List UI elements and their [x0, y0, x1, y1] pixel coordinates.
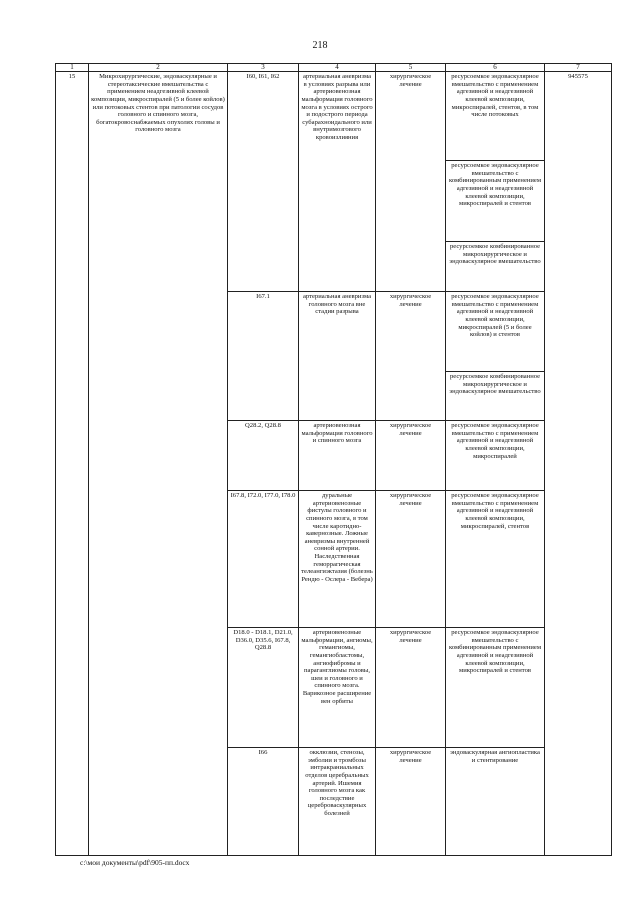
method: эндоваскулярная ангиопластика и стентирование	[446, 748, 545, 856]
table-row	[56, 72, 612, 161]
page-number: 218	[312, 40, 328, 51]
diagnosis: дуральные артериовенозные фистулы головного и спинного мозга, в том числе каротидно-кавернозные. Ложные аневризмы внутренней сонной артерии. Наследственная геморрагическая телеангиэктазия (болезнь Рендю - Ослера - Вебера)	[299, 491, 376, 628]
treatment-type: хирургическое лечение	[376, 72, 446, 292]
method: ресурсоемкое эндоваскулярное вмешательство с комбинированным применением адгезивной и неадгезивной клеевой композиции, микроспиралей и стентов	[446, 628, 545, 748]
icd-codes: I60, I61, I62	[228, 72, 299, 292]
row-number: 15	[56, 72, 89, 856]
header-cell: 3	[228, 64, 299, 72]
method: ресурсоемкое комбинированное микрохирургическое и эндоваскулярное вмешательство	[446, 242, 545, 292]
icd-codes: I67.8, I72.0, I77.0, I78.0	[228, 491, 299, 628]
header-row	[56, 64, 612, 72]
method: ресурсоемкое эндоваскулярное вмешательство с применением адгезивной и неадгезивной клеевой композиции, микроспиралей (5 и более койлов) и стентов	[446, 292, 545, 372]
method: ресурсоемкое эндоваскулярное вмешательство с комбинированным применением адгезивной и неадгезивной клеевой композиции, микроспиралей и стентов	[446, 161, 545, 242]
diagnosis: артериальная аневризма в условиях разрыва или артериовенозная мальформация головного мозга в условиях острого и подострого периода субарахноидального или внутримозгового кровоизлияния	[299, 72, 376, 292]
file-path-footer: c:\мои документы\pdf\905-пп.docx	[80, 858, 190, 867]
header-cell: 6	[446, 64, 545, 72]
treatment-type: хирургическое лечение	[376, 292, 446, 421]
header-cell: 4	[299, 64, 376, 72]
cost: 945575	[545, 72, 612, 856]
icd-codes: D18.0 - D18.1, D21.0, D36.0, D35.6, I67.8, Q28.8	[228, 628, 299, 748]
diagnosis: артериовенозные мальформации, ангиомы, гемангиомы, гемангиобластомы, ангиофибромы и параганглиомы головы, шеи и головного и спинного мозга. Варикозное расширение вен орбиты	[299, 628, 376, 748]
header-cell: 5	[376, 64, 446, 72]
header-cell: 1	[56, 64, 89, 72]
treatment-type: хирургическое лечение	[376, 628, 446, 748]
icd-codes: I67.1	[228, 292, 299, 421]
header-cell: 7	[545, 64, 612, 72]
method: ресурсоемкое эндоваскулярное вмешательство с применением адгезивной и неадгезивной клеевой композиции, микроспиралей, стентов	[446, 491, 545, 628]
icd-codes: Q28.2, Q28.8	[228, 421, 299, 491]
diagnosis: артериовенозная мальформация головного и спинного мозга	[299, 421, 376, 491]
treatment-table	[55, 63, 612, 856]
method: ресурсоемкое эндоваскулярное вмешательство с применением адгезивной и неадгезивной клеевой композиции, микроспиралей, стентов, в том числе потоковых	[446, 72, 545, 161]
treatment-type: хирургическое лечение	[376, 421, 446, 491]
icd-codes: I66	[228, 748, 299, 856]
diagnosis: окклюзии, стенозы, эмболии и тромбозы интракраниальных отделов церебральных артерий. Ишемия головного мозга как последствие цереброваскулярных болезней	[299, 748, 376, 856]
method: ресурсоемкое эндоваскулярное вмешательство с применением адгезивной и неадгезивной клеевой композиции, микроспиралей	[446, 421, 545, 491]
diagnosis: артериальная аневризма головного мозга вне стадии разрыва	[299, 292, 376, 421]
treatment-type: хирургическое лечение	[376, 491, 446, 628]
procedure-name: Микрохирургические, эндоваскулярные и стереотаксические вмешательства с применением неадгезивной клеевой композиции, микроспиралей (5 и более койлов) или потоковых стентов при патологии сосудов головного и спинного мозга, богатокровоснабжаемых опухолях головы и головного мозга	[89, 72, 228, 856]
treatment-type: хирургическое лечение	[376, 748, 446, 856]
header-cell: 2	[89, 64, 228, 72]
method: ресурсоемкое комбинированное микрохирургическое и эндоваскулярное вмешательство	[446, 372, 545, 421]
